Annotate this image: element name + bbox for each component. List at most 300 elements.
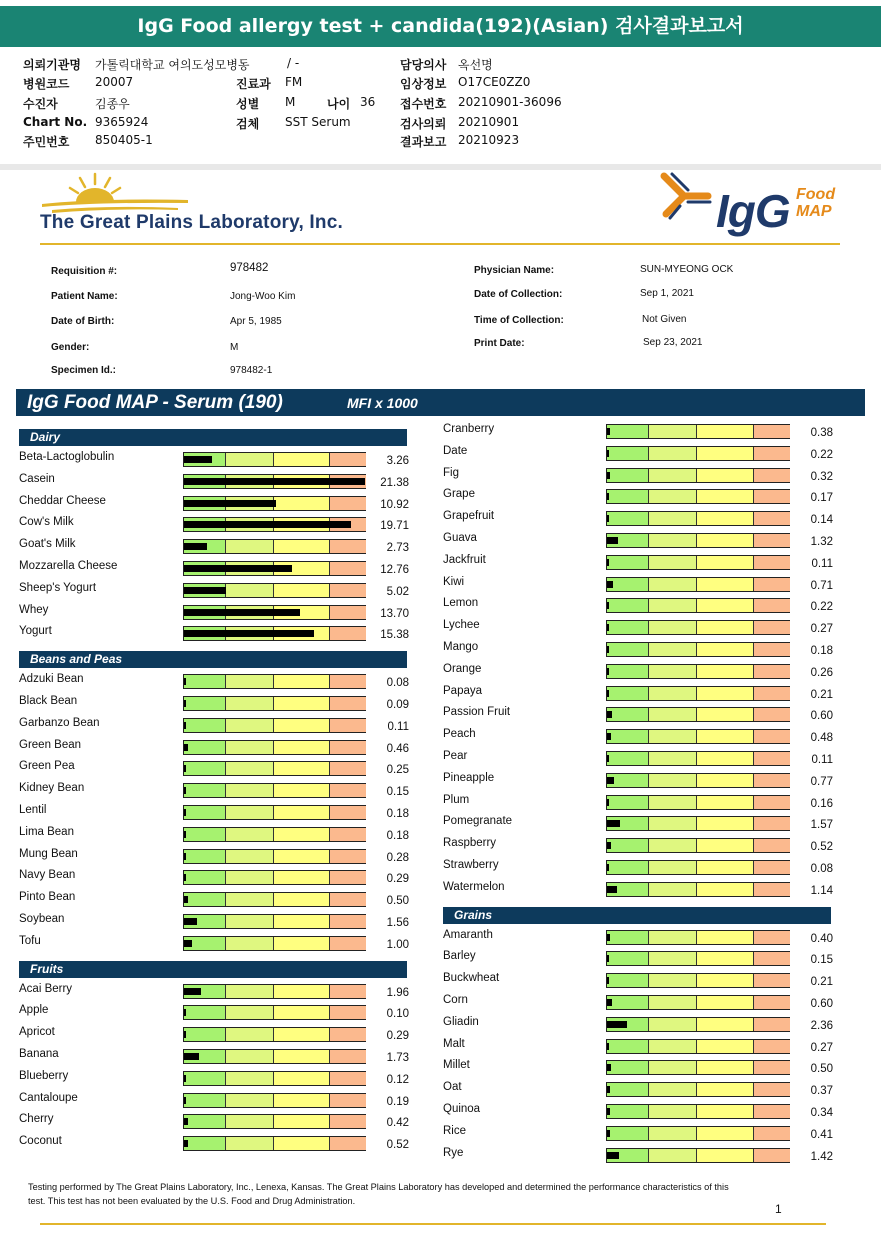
bar-zone — [184, 719, 225, 732]
food-name: Corn — [443, 994, 468, 1006]
food-value: 0.22 — [810, 448, 833, 461]
bar-zone — [329, 584, 366, 597]
food-value: 0.25 — [386, 764, 409, 777]
bar-fill — [184, 896, 188, 903]
bar-zone — [273, 850, 330, 863]
food-value: 0.50 — [386, 895, 409, 908]
bar-zone — [184, 1115, 225, 1128]
result-bar — [606, 664, 790, 679]
result-bar — [606, 1082, 790, 1097]
food-name: Gliadin — [443, 1015, 479, 1028]
result-bar — [183, 984, 366, 999]
bar-zone — [648, 490, 697, 503]
bar-zone — [648, 1149, 697, 1162]
bar-zone — [273, 697, 330, 710]
food-value: 0.08 — [386, 677, 409, 690]
bar-zone — [696, 1018, 753, 1031]
result-bar — [183, 583, 366, 598]
bar-zone — [753, 1018, 790, 1031]
result-bar — [183, 892, 366, 907]
bar-zone — [225, 784, 274, 797]
bar-zone — [696, 687, 753, 700]
bar-zone — [329, 871, 366, 884]
bar-zone — [696, 469, 753, 482]
bar-zone — [753, 730, 790, 743]
bar-zone — [696, 730, 753, 743]
food-name: Soybean — [19, 913, 65, 925]
bar-zone — [753, 883, 790, 896]
bar-zone — [273, 1072, 330, 1085]
bar-fill — [607, 1152, 619, 1159]
panel-title: IgG Food MAP - Serum (190) — [27, 392, 283, 413]
bar-zone — [648, 796, 697, 809]
bar-fill — [607, 1108, 610, 1115]
bar-zone — [273, 806, 330, 819]
bar-zone — [329, 497, 366, 510]
food-name: Beta-Lactoglobulin — [19, 451, 115, 463]
food-value: 0.14 — [810, 514, 833, 527]
bar-zone — [753, 1061, 790, 1074]
bar-zone — [273, 1115, 330, 1128]
bar-fill — [607, 1021, 627, 1028]
bar-zone — [648, 730, 697, 743]
result-bar — [183, 674, 366, 689]
bar-fill — [184, 587, 226, 594]
bar-zone — [607, 578, 648, 591]
bar-zone — [753, 490, 790, 503]
bar-zone — [607, 996, 648, 1009]
header-label: 성별 — [236, 97, 260, 111]
bar-zone — [607, 974, 648, 987]
food-value: 0.60 — [810, 710, 833, 723]
bar-zone — [329, 828, 366, 841]
header-value: FM — [285, 75, 303, 89]
food-name: Cranberry — [443, 423, 495, 435]
food-name: Whey — [19, 603, 49, 616]
food-value: 0.41 — [810, 1128, 833, 1141]
bar-zone — [184, 741, 225, 754]
bar-fill — [184, 853, 186, 860]
bar-zone — [184, 893, 225, 906]
bar-zone — [648, 1127, 697, 1140]
bar-zone — [225, 540, 274, 553]
result-bar — [606, 489, 790, 504]
food-name: Blueberry — [19, 1069, 69, 1082]
result-bar — [183, 914, 366, 929]
bar-fill — [607, 1043, 609, 1050]
bar-zone — [273, 741, 330, 754]
bar-zone — [753, 643, 790, 656]
food-name: Mung Bean — [19, 847, 78, 860]
patient-value: Apr 5, 1985 — [230, 316, 282, 327]
food-name: Quinoa — [443, 1103, 481, 1115]
bar-zone — [696, 534, 753, 547]
result-bar — [183, 805, 366, 820]
bar-zone — [273, 453, 330, 466]
bar-zone — [648, 621, 697, 634]
food-value: 0.18 — [810, 645, 833, 657]
food-name: Millet — [443, 1059, 470, 1072]
result-bar — [183, 936, 366, 951]
result-bar — [606, 838, 790, 853]
bar-zone — [607, 1127, 648, 1140]
header-value: 옥선명 — [458, 58, 493, 72]
patient-value: M — [230, 342, 239, 353]
bar-fill — [184, 456, 212, 463]
bar-zone — [273, 828, 330, 841]
bar-fill — [607, 602, 609, 609]
result-bar — [183, 718, 366, 733]
bar-zone — [753, 839, 790, 852]
result-bar — [606, 555, 790, 570]
bar-zone — [648, 861, 697, 874]
food-name: Peach — [443, 728, 476, 741]
header-value: 가톨릭대학교 여의도성모병동 — [95, 58, 250, 72]
bar-zone — [607, 1105, 648, 1118]
result-bar — [606, 446, 790, 461]
food-value: 0.26 — [810, 666, 833, 679]
header-label: 병원코드 — [23, 77, 70, 91]
food-value: 0.11 — [811, 754, 833, 766]
result-bar — [606, 951, 790, 966]
bar-zone — [607, 643, 648, 656]
bar-fill — [184, 1075, 186, 1082]
bar-zone — [753, 512, 790, 525]
section-header — [443, 907, 831, 924]
food-value: 0.71 — [810, 579, 833, 592]
food-name: Casein — [19, 472, 55, 485]
bar-zone — [225, 915, 274, 928]
bar-zone — [696, 817, 753, 830]
food-value: 0.34 — [810, 1107, 833, 1119]
food-value: 0.19 — [386, 1095, 409, 1108]
food-name: Papaya — [443, 684, 483, 697]
bar-zone — [607, 1040, 648, 1053]
bar-zone — [753, 1149, 790, 1162]
food-name: Jackfruit — [443, 553, 486, 566]
igg-logo: IgG — [716, 185, 790, 237]
food-name: Orange — [443, 662, 482, 675]
food-name: Yogurt — [19, 625, 52, 638]
patient-value: SUN-MYEONG OCK — [640, 264, 734, 275]
bar-fill — [184, 1140, 188, 1147]
bar-zone — [329, 540, 366, 553]
bar-zone — [225, 937, 274, 950]
bar-zone — [329, 697, 366, 710]
patient-label: Gender: — [51, 342, 90, 353]
food-value: 1.73 — [386, 1052, 409, 1064]
food-name: Grape — [443, 488, 475, 501]
bar-zone — [184, 675, 225, 688]
food-name: Mozzarella Cheese — [19, 560, 118, 572]
result-bar — [606, 1148, 790, 1163]
bar-fill — [184, 478, 365, 485]
food-name: Plum — [443, 793, 470, 806]
bar-zone — [696, 752, 753, 765]
header-label: 의뢰기관명 — [23, 58, 81, 72]
patient-value: Sep 1, 2021 — [640, 288, 694, 299]
bar-zone — [696, 883, 753, 896]
bar-fill — [607, 977, 609, 984]
bar-zone — [273, 1050, 330, 1063]
bar-fill — [184, 1053, 199, 1060]
bar-zone — [753, 447, 790, 460]
header-label: 결과보고 — [400, 135, 447, 149]
bar-zone — [225, 850, 274, 863]
result-bar — [606, 816, 790, 831]
bar-fill — [184, 1118, 188, 1125]
section-header — [19, 651, 407, 668]
bar-zone — [753, 752, 790, 765]
bar-zone — [273, 915, 330, 928]
result-bar — [606, 751, 790, 766]
bar-zone — [329, 741, 366, 754]
food-value: 0.38 — [810, 427, 833, 439]
food-name: Sheep's Yogurt — [19, 581, 97, 594]
food-name: Navy Bean — [19, 869, 76, 882]
food-value: 0.21 — [810, 688, 833, 701]
bar-zone — [225, 985, 274, 998]
bar-zone — [648, 512, 697, 525]
food-name: Passion Fruit — [443, 706, 511, 719]
bar-zone — [753, 861, 790, 874]
result-bar — [606, 973, 790, 988]
bar-fill — [184, 1031, 186, 1038]
patient-value: Jong-Woo Kim — [230, 291, 296, 302]
food-value: 13.70 — [380, 607, 409, 620]
bar-zone — [648, 687, 697, 700]
food-name: Lentil — [19, 804, 47, 816]
bar-fill — [607, 428, 610, 435]
patient-label: Date of Collection: — [474, 289, 563, 300]
section-title: Dairy — [30, 430, 61, 444]
food-name: Barley — [443, 950, 476, 963]
result-bar — [606, 598, 790, 613]
bar-fill — [607, 864, 609, 871]
bar-zone — [696, 974, 753, 987]
bar-zone — [753, 578, 790, 591]
bar-zone — [225, 1137, 274, 1150]
food-value: 5.02 — [386, 585, 409, 598]
result-bar — [606, 511, 790, 526]
bar-zone — [696, 643, 753, 656]
bar-fill — [607, 472, 610, 479]
bar-fill — [184, 988, 201, 995]
bar-zone — [696, 1040, 753, 1053]
result-bar — [606, 686, 790, 701]
result-bar — [183, 517, 366, 532]
bar-zone — [184, 784, 225, 797]
section-title: Beans and Peas — [30, 652, 123, 667]
result-bar — [183, 1027, 366, 1042]
bar-fill — [607, 515, 609, 522]
bar-zone — [273, 937, 330, 950]
bar-fill — [607, 886, 617, 893]
food-value: 0.52 — [810, 841, 833, 854]
result-bar — [606, 860, 790, 875]
food-name: Cheddar Cheese — [19, 494, 106, 507]
food-name: Pomegranate — [443, 815, 513, 828]
bar-fill — [607, 999, 612, 1006]
bar-zone — [607, 1083, 648, 1096]
bar-fill — [607, 493, 609, 500]
food-name: Buckwheat — [443, 972, 500, 985]
bar-zone — [696, 447, 753, 460]
bar-zone — [184, 828, 225, 841]
bar-zone — [329, 627, 366, 640]
food-name: Apple — [19, 1004, 49, 1017]
sun-logo-icon — [38, 170, 198, 216]
bar-zone — [753, 687, 790, 700]
bar-zone — [329, 985, 366, 998]
panel-unit: MFI x 1000 — [347, 395, 418, 411]
food-name: Tofu — [19, 934, 41, 947]
result-bar — [183, 474, 366, 489]
result-bar — [183, 827, 366, 842]
igg-food-map-logo — [796, 186, 835, 220]
bar-zone — [273, 893, 330, 906]
bar-fill — [607, 537, 618, 544]
bar-fill — [607, 581, 613, 588]
food-name: Strawberry — [443, 859, 499, 871]
food-value: 0.21 — [810, 976, 833, 989]
bar-zone — [696, 425, 753, 438]
patient-label: Physician Name: — [474, 265, 555, 276]
result-bar — [606, 995, 790, 1010]
bar-zone — [648, 447, 697, 460]
result-bar — [606, 773, 790, 788]
bar-zone — [696, 665, 753, 678]
bar-zone — [648, 708, 697, 721]
bar-fill — [184, 787, 186, 794]
bar-zone — [607, 952, 648, 965]
report-title: IgG Food allergy test + candida(192)(Asian) 검사결과보고서 — [0, 6, 881, 47]
bar-fill — [184, 765, 186, 772]
result-bar — [183, 1071, 366, 1086]
bar-zone — [329, 850, 366, 863]
bar-zone — [329, 937, 366, 950]
header-label: Chart No. — [23, 115, 88, 129]
food-name: Goat's Milk — [19, 538, 76, 551]
food-value: 21.38 — [380, 476, 409, 489]
bar-zone — [648, 1040, 697, 1053]
bar-fill — [184, 630, 314, 637]
header-value: O17CE0ZZ0 — [458, 75, 531, 89]
bar-zone — [607, 796, 648, 809]
bar-zone — [648, 839, 697, 852]
bar-zone — [184, 1072, 225, 1085]
bar-zone — [648, 774, 697, 787]
bar-zone — [607, 425, 648, 438]
food-value: 0.50 — [810, 1063, 833, 1076]
bar-fill — [607, 690, 609, 697]
bar-zone — [329, 784, 366, 797]
food-value: 12.76 — [380, 564, 409, 576]
food-value: 0.15 — [386, 786, 409, 799]
food-value: 1.14 — [810, 884, 833, 897]
patient-label: Print Date: — [474, 338, 525, 349]
bar-zone — [329, 1072, 366, 1085]
result-bar — [606, 577, 790, 592]
bar-zone — [648, 643, 697, 656]
header-label: 검사의뢰 — [400, 117, 447, 131]
bar-fill — [184, 809, 186, 816]
food-value: 1.57 — [810, 819, 833, 832]
food-value: 0.15 — [810, 954, 833, 967]
bar-zone — [607, 447, 648, 460]
bar-zone — [696, 839, 753, 852]
bar-zone — [607, 512, 648, 525]
bar-zone — [648, 996, 697, 1009]
food-value: 2.73 — [386, 542, 409, 555]
bar-zone — [696, 1105, 753, 1118]
bar-zone — [607, 752, 648, 765]
bar-fill — [607, 799, 609, 806]
bar-fill — [607, 624, 609, 631]
bar-zone — [696, 621, 753, 634]
bar-zone — [329, 1094, 366, 1107]
bar-zone — [273, 1006, 330, 1019]
result-bar — [183, 761, 366, 776]
page-number: 1 — [775, 1202, 782, 1216]
food-name: Date — [443, 444, 468, 457]
food-value: 0.29 — [386, 1030, 409, 1043]
bar-zone — [696, 1083, 753, 1096]
food-value: 0.10 — [386, 1008, 409, 1021]
bar-zone — [648, 534, 697, 547]
bar-zone — [225, 719, 274, 732]
bar-zone — [184, 871, 225, 884]
bar-zone — [753, 1127, 790, 1140]
bar-zone — [329, 453, 366, 466]
food-name: Apricot — [19, 1026, 55, 1039]
bar-fill — [184, 831, 186, 838]
food-name: Lemon — [443, 597, 479, 610]
bar-fill — [607, 733, 611, 740]
result-bar — [183, 1005, 366, 1020]
bar-zone — [607, 861, 648, 874]
food-value: 0.52 — [386, 1139, 409, 1152]
food-name: Grapefruit — [443, 510, 495, 523]
bar-fill — [607, 820, 620, 827]
bar-zone — [329, 893, 366, 906]
header-value: 20007 — [95, 75, 134, 89]
bar-zone — [696, 861, 753, 874]
bar-zone — [184, 806, 225, 819]
bar-zone — [753, 621, 790, 634]
food-name: Watermelon — [443, 880, 505, 893]
food-name: Green Pea — [19, 760, 75, 773]
result-bar — [183, 783, 366, 798]
result-bar — [183, 561, 366, 576]
bar-zone — [648, 1083, 697, 1096]
bar-zone — [696, 708, 753, 721]
bar-zone — [329, 1006, 366, 1019]
bar-zone — [329, 1137, 366, 1150]
bar-zone — [648, 425, 697, 438]
food-value: 0.29 — [386, 873, 409, 886]
food-value: 0.11 — [387, 720, 409, 733]
header-label: 진료과 — [236, 77, 271, 91]
lab-report-page — [0, 170, 881, 1240]
bar-zone — [648, 599, 697, 612]
food-value: 0.27 — [810, 1041, 833, 1054]
bar-zone — [273, 497, 330, 510]
food-value: 0.60 — [810, 998, 833, 1010]
patient-value: Sep 23, 2021 — [643, 337, 703, 348]
patient-label: Patient Name: — [51, 291, 118, 302]
bar-zone — [696, 512, 753, 525]
